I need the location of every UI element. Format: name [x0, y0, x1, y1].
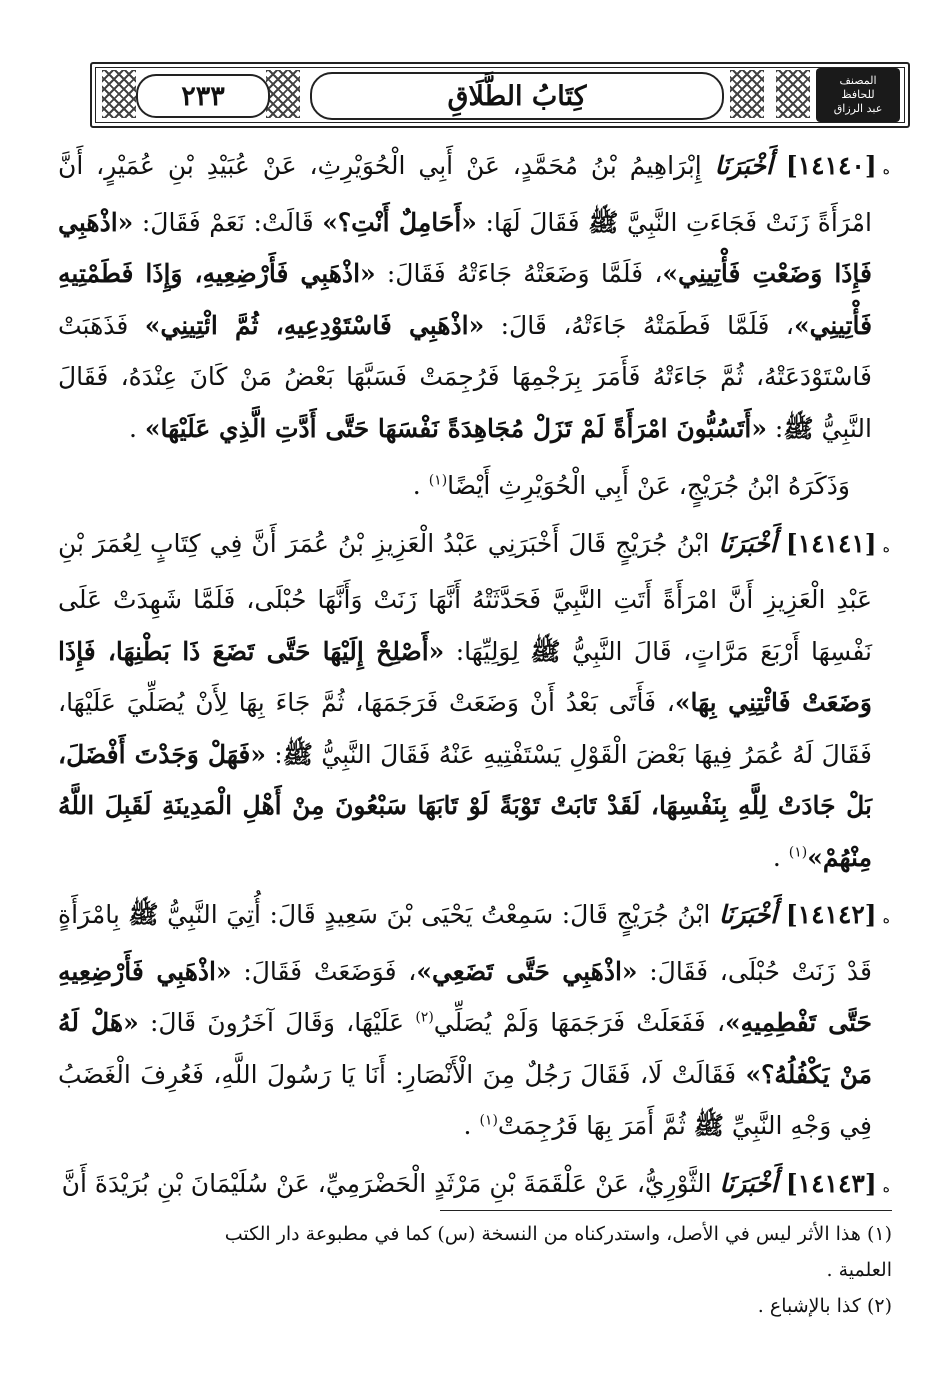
entry-bullet-icon: ه	[882, 911, 890, 927]
seal-line: للحافظ	[841, 88, 875, 102]
footnote-marker: (١)	[479, 1112, 498, 1129]
note-paragraph	[58, 460, 890, 512]
text-run: فَذَهَبَتْ فَاسْتَوْدَعَتْهُ، ثُمَّ جَاءَتْهُ فَأَمَرَ بِرَجْمِهَا فَرُجِمَتْ فَسَبَّهَا بَعْضُ مَنْ كَانَ عِنْدَهُ، فَقَالَ النَّبِيُّ	[58, 310, 872, 443]
salutation-glyph: ﷺ	[128, 900, 159, 929]
text-run: بِامْرَأَةٍ قَدْ زَنَتْ حُبْلَى، فَقَالَ:	[58, 900, 873, 986]
seal-line: عبد الرزاق	[833, 101, 883, 115]
text-run: .	[412, 471, 429, 500]
footnote-2: (٢) كذا بالإشباع .	[757, 1295, 892, 1317]
text-run: .	[463, 1111, 480, 1140]
prophetic-quote: «اذْهَبِي فَإِذَا وَضَعْتِ فَأْتِينِي»	[58, 207, 872, 288]
page-header	[90, 62, 910, 128]
text-run: :	[265, 739, 283, 769]
text-run: الثَّوْرِيُّ، عَنْ عَلْقَمَةَ بْنِ مَرْثَدٍ الْحَضْرَمِيِّ، عَنْ سُلَيْمَانَ بْنِ بُرَيْدَةَ أَنَّ	[61, 1168, 720, 1198]
ornament-right-inner	[730, 70, 764, 118]
ornament-left-inner	[266, 70, 300, 118]
hadith-entry	[58, 518, 890, 884]
text-run: ، فَفَعَلَتْ فَرَجَمَهَا وَلَمْ يُصَلِّي	[433, 1008, 726, 1037]
salutation-glyph: ﷺ	[693, 1111, 724, 1140]
ornament-left	[102, 70, 136, 118]
text-run: فَقَالَتْ لَا، فَقَالَ رَجُلٌ مِنَ الْأَنْصَارِ: أَنَا يَا رَسُولَ اللَّهِ، فَعُرِفَ الْغَضَبُ فِي وَجْهِ النَّبِيِّ	[58, 1059, 872, 1140]
text-run: ابْنُ جُرَيْجٍ قَالَ: سَمِعْتُ يَحْيَى بْنَ سَعِيدٍ قَالَ: أُتِيَ النَّبِيُّ	[158, 900, 719, 929]
prophetic-quote: «هَلْ لَهُ مَنْ يَكْفُلُهُ؟»	[58, 1008, 872, 1089]
seal-line: المصنف	[839, 74, 877, 88]
entry-bullet-icon: ه	[882, 1179, 890, 1196]
narration-formula: أَخْبَرَنَا	[719, 1168, 778, 1198]
prophetic-quote: «أَتَسُبُّونَ امْرَأَةً لَمْ تَزَلْ مُجَاهِدَةً نَفْسَهَا حَتَّى أَدَّتِ الَّذِي عَلَيْهَا»	[144, 413, 767, 443]
prophetic-quote: «اذْهَبِي فَأَرْضِعِيهِ، وَإِذَا فَطَمْتِيهِ فَأْتِينِي»	[58, 259, 873, 340]
prophetic-quote: «اذْهَبِي فَاسْتَوْدِعِيهِ، ثُمَّ ائْتِينِي»	[144, 310, 485, 340]
salutation-glyph: ﷺ	[588, 207, 619, 237]
text-run: عَلَيْهَا، وَقَالَ آخَرُونَ قَالَ:	[138, 1008, 416, 1037]
narration-formula: أَخْبَرَنَا	[718, 900, 778, 929]
prophetic-quote: «اذْهَبِي فَأَرْضِعِيهِ حَتَّى تَفْطِمِيهِ»	[58, 956, 872, 1037]
text-run: ، فَلَمَّا وَضَعَتْهُ جَاءَتْهُ فَقَالَ:	[375, 259, 663, 288]
entry-number: [١٤١٤٠]	[785, 151, 877, 180]
text-run: ، فَوَضَعَتْ فَقَالَ:	[231, 956, 417, 986]
salutation-glyph: ﷺ	[530, 636, 561, 666]
footnote-marker: (١)	[428, 472, 448, 489]
ornament-right	[776, 70, 810, 118]
text-run: فَقَالَ لَهَا:	[476, 207, 589, 237]
text-run: إِبْرَاهِيمُ بْنُ مُحَمَّدٍ، عَنْ أَبِي الْحُوَيْرِثِ، عَنْ عُبَيْدِ بْنِ عُمَيْرٍ، أَنَّ امْرَأَةً زَنَتْ فَجَاءَتِ النَّبِيَّ	[58, 151, 872, 237]
text-run: ابْنُ جُرَيْجٍ قَالَ أَخْبَرَنِي عَبْدُ الْعَزِيزِ بْنُ عُمَرَ أَنَّ فِي كِتَابٍ لِعُمَرَ بْنِ عَبْدِ الْعَزِيزِ أَنَّ امْرَأَةً أَتَتِ النَّبِيَّ فَحَدَّثَتْهُ أَنَّهَا زَنَتْ وَأَنَّهَا حُبْلَى، فَلَمَّا شَهِدَتْ عَلَى نَفْسِهَا أَرْبَعَ مَرَّاتٍ، قَالَ النَّبِيُّ	[58, 528, 872, 666]
entry-number: [١٤١٤٣]	[785, 1168, 877, 1198]
chapter-title: كِتَابُ الطَّلَاقِ	[310, 72, 724, 120]
entry-bullet-icon: ه	[882, 539, 890, 556]
text-run: :	[766, 413, 784, 443]
entry-number: [١٤١٤١]	[785, 528, 877, 558]
text-run: ، فَأَتَى بَعْدُ أَنْ وَضَعَتْ فَرَجَمَهَا، ثُمَّ جَاءَ بِهَا لِأَنْ يُصَلِّيَ عَلَيْهَا، فَقَالَ لَهُ عُمَرُ فِيهَا بَعْضَ الْقَوْلِ يَسْتَفْتِيهِ عَنْهُ فَقَالَ النَّبِيُّ	[58, 688, 872, 769]
main-text	[58, 140, 890, 1214]
footnotes	[200, 1216, 892, 1324]
text-run: وَذَكَرَهُ ابْنُ جُرَيْجٍ، عَنْ أَبِي الْحُوَيْرِثِ أَيْضًا	[447, 471, 850, 500]
footnote-marker: (١)	[788, 844, 808, 861]
text-run: ثُمَّ أَمَرَ بِهَا فَرُجِمَتْ	[497, 1111, 694, 1140]
hadith-entry	[58, 1158, 890, 1215]
narration-formula: أَخْبَرَنَا	[714, 151, 773, 180]
footnote-1: (١) هذا الأثر ليس في الأصل، واستدركناه من النسخة (س) كما في مطبوعة دار الكتب العلمية .	[224, 1223, 892, 1281]
book-seal-icon	[816, 68, 900, 122]
footnote-marker: (٢)	[415, 1009, 434, 1026]
text-run: .	[128, 413, 145, 443]
footnote-divider	[440, 1210, 892, 1211]
entry-bullet-icon: ه	[882, 162, 890, 178]
salutation-glyph: ﷺ	[783, 413, 814, 443]
prophetic-quote: «أَصْلِحْ إِلَيْهَا حَتَّى تَضَعَ ذَا بَطْنِهَا، فَإِذَا وَضَعَتْ فَائْتِنِي بِهَا»	[58, 636, 872, 717]
text-run: .	[772, 842, 789, 872]
salutation-glyph: ﷺ	[282, 739, 313, 769]
narration-formula: أَخْبَرَنَا	[718, 528, 777, 558]
prophetic-quote: «أَحَامِلٌ أَنْتِ؟»	[322, 207, 477, 237]
text-run: لِوَلِيِّهَا:	[444, 636, 531, 666]
hadith-entry	[58, 140, 890, 454]
hadith-entry	[58, 889, 890, 1152]
prophetic-quote: «فَهَلْ وَجَدْتَ أَفْضَلَ، بَلْ جَادَتْ لِلَّهِ بِنَفْسِهَا، لَقَدْ تَابَتْ تَوْبَةً لَوْ تَابَهَا سَبْعُونَ مِنْ أَهْلِ الْمَدِينَةِ لَقَبِلَ اللَّهُ مِنْهُمْ»	[58, 739, 872, 872]
text-run: ، فَلَمَّا فَطَمَتْهُ جَاءَتْهُ، قَالَ:	[484, 310, 794, 340]
text-run: قَالَتْ: نَعَمْ فَقَالَ:	[133, 207, 323, 237]
entry-number: [١٤١٤٢]	[785, 900, 877, 929]
page-number: ٢٣٣	[136, 74, 270, 118]
prophetic-quote: «اذْهَبِي حَتَّى تَضَعِي»	[416, 956, 638, 986]
